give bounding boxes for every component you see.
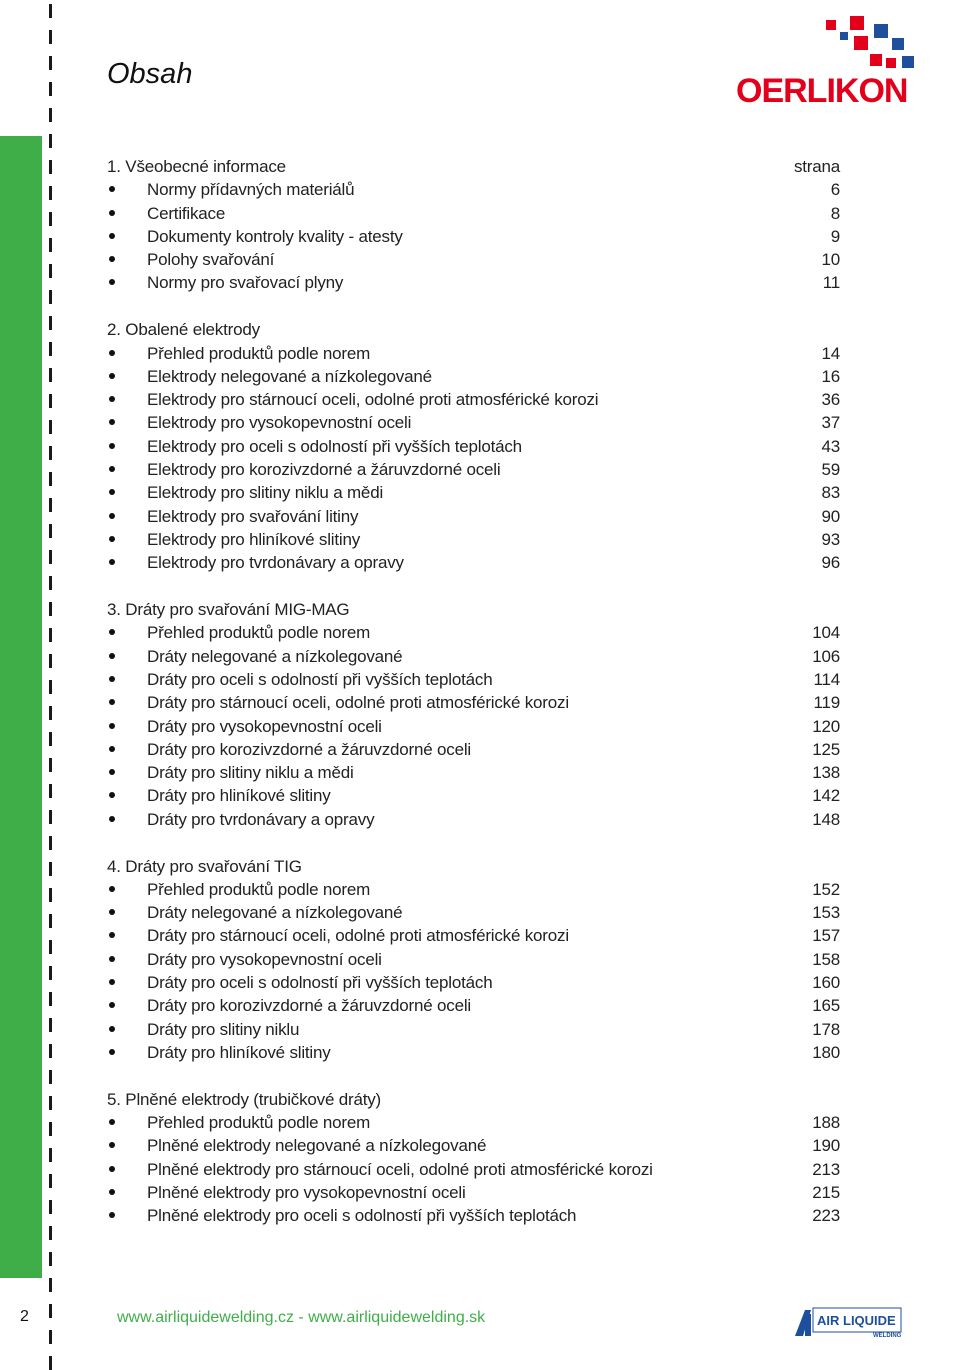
- dash-segment: [49, 862, 52, 876]
- bullet-icon: [107, 202, 147, 225]
- dash-segment: [49, 4, 52, 18]
- toc-entry-label: Dráty pro oceli s odolností při vyšších teplotách: [147, 973, 493, 992]
- dash-segment: [49, 732, 52, 746]
- toc-entry-label-wrap: [107, 971, 492, 994]
- toc-entry[interactable]: [107, 411, 840, 434]
- toc-entry-label: Dráty pro vysokopevnostní oceli: [147, 716, 382, 736]
- toc-entry[interactable]: [107, 505, 840, 528]
- toc-entry-page: 43: [821, 436, 840, 456]
- bullet-icon: [107, 1181, 147, 1204]
- dash-segment: [49, 472, 52, 486]
- dash-segment: [49, 1096, 52, 1110]
- bullet-icon: [107, 1041, 147, 1064]
- svg-text:AIR LIQUIDE: AIR LIQUIDE: [817, 1313, 896, 1328]
- toc-entry[interactable]: [107, 1041, 840, 1064]
- toc-entry[interactable]: [107, 435, 840, 458]
- toc-entry-label: Elektrody pro korozivzdorné a žáruvzdorné oceli: [147, 460, 501, 480]
- bullet-icon: [107, 458, 147, 481]
- toc-entry-label-wrap: [107, 551, 404, 574]
- toc-entry-page: 59: [821, 460, 840, 480]
- page-column-label: [800, 855, 840, 878]
- dash-segment: [49, 1070, 52, 1084]
- svg-text:OERLIKON: OERLIKON: [736, 72, 908, 110]
- bullet-icon: [107, 924, 147, 947]
- toc-entry[interactable]: [107, 738, 840, 761]
- dash-segment: [49, 290, 52, 304]
- bullet-icon: [107, 738, 147, 761]
- toc-entry[interactable]: [107, 342, 840, 365]
- section-heading: 5. Plněné elektrody (trubičkové dráty): [107, 1089, 381, 1109]
- dash-segment: [49, 966, 52, 980]
- toc-entry-page: 104: [812, 623, 840, 643]
- toc-entry-label-wrap: [107, 271, 343, 294]
- toc-entry-page: 9: [830, 226, 840, 246]
- toc-entry-label: Dokumenty kontroly kvality - atesty: [147, 226, 403, 246]
- toc-entry-page: 119: [813, 693, 840, 713]
- toc-entry-page: 148: [812, 809, 840, 829]
- toc-entry-label-wrap: [107, 901, 402, 924]
- section-heading-row: [107, 855, 840, 878]
- toc-entry[interactable]: [107, 225, 840, 248]
- toc-entry-page: 190: [812, 1136, 840, 1156]
- dash-segment: [49, 784, 52, 798]
- toc-entry-label: Dráty pro tvrdonávary a opravy: [147, 809, 375, 829]
- bullet-icon: [107, 1018, 147, 1041]
- bullet-icon: [107, 435, 147, 458]
- toc-entry-page: 120: [812, 716, 840, 736]
- dash-segment: [49, 1122, 52, 1136]
- toc-entry[interactable]: [107, 1018, 840, 1041]
- toc-entry[interactable]: [107, 481, 840, 504]
- toc-entry-label-wrap: [107, 1111, 370, 1134]
- toc-entry[interactable]: [107, 691, 840, 714]
- dash-segment: [49, 160, 52, 174]
- page-column-label: [800, 598, 840, 621]
- toc-entry-label: Plněné elektrody pro stárnoucí oceli, odolné proti atmosférické korozi: [147, 1159, 653, 1179]
- dash-segment: [49, 238, 52, 252]
- bullet-icon: [107, 528, 147, 551]
- bullet-icon: [107, 1111, 147, 1134]
- bullet-icon: [107, 808, 147, 831]
- dash-segment: [49, 498, 52, 512]
- dash-segment: [49, 680, 52, 694]
- toc-entry-page: 37: [821, 413, 840, 433]
- toc-entry-label-wrap: [107, 178, 354, 201]
- toc-entry-label-wrap: [107, 924, 569, 947]
- section-heading-row: [107, 598, 840, 621]
- toc-entry-page: 188: [812, 1112, 840, 1132]
- toc-entry-label-wrap: [107, 435, 522, 458]
- toc-entry[interactable]: [107, 621, 840, 644]
- toc-section: [107, 1088, 840, 1228]
- dash-segment: [49, 602, 52, 616]
- toc-entry[interactable]: [107, 878, 840, 901]
- section-heading-row: [107, 318, 840, 341]
- toc-entry-page: 158: [812, 949, 840, 969]
- footer-url[interactable]: www.airliquidewelding.cz - www.airliquidewelding.sk: [117, 1309, 486, 1326]
- dash-segment: [49, 1252, 52, 1266]
- toc-entry[interactable]: [107, 645, 840, 668]
- section-heading: 2. Obalené elektrody: [107, 320, 260, 340]
- dash-segment: [49, 706, 52, 720]
- toc-entry-label: Plněné elektrody pro oceli s odolností při vyšších teplotách: [147, 1206, 577, 1226]
- toc-entry-label-wrap: [107, 645, 402, 668]
- bullet-icon: [107, 901, 147, 924]
- toc-entry[interactable]: [107, 715, 840, 738]
- bullet-icon: [107, 1158, 147, 1181]
- toc-entry-label: Dráty pro korozivzdorné a žáruvzdorné oceli: [147, 996, 471, 1016]
- bullet-icon: [107, 645, 147, 668]
- dash-segment: [49, 446, 52, 460]
- toc-section: [107, 155, 840, 295]
- bullet-icon: [107, 388, 147, 411]
- toc-entry-label-wrap: [107, 365, 432, 388]
- toc-entry-page: 138: [812, 763, 840, 783]
- section-heading-row: [107, 155, 840, 178]
- toc-entry-label-wrap: [107, 1134, 486, 1157]
- toc-entry-label-wrap: [107, 528, 360, 551]
- dash-segment: [49, 992, 52, 1006]
- toc-entry-page: 215: [812, 1182, 840, 1202]
- toc-entry-page: 160: [812, 973, 840, 992]
- dash-segment: [49, 524, 52, 538]
- bullet-icon: [107, 178, 147, 201]
- table-of-contents: [107, 155, 840, 1251]
- bullet-icon: [107, 691, 147, 714]
- dash-segment: [49, 654, 52, 668]
- bullet-icon: [107, 715, 147, 738]
- page-column-label: [800, 318, 840, 341]
- toc-entry[interactable]: [107, 761, 840, 784]
- dash-segment: [49, 134, 52, 148]
- toc-entry-label: Elektrody pro oceli s odolností při vyšších teplotách: [147, 436, 522, 456]
- toc-entry-page: 36: [821, 390, 840, 410]
- toc-entry-label-wrap: [107, 1158, 653, 1181]
- bullet-icon: [107, 271, 147, 294]
- toc-entry-label-wrap: [107, 994, 471, 1017]
- dash-segment: [49, 810, 52, 824]
- toc-entry-page: 93: [821, 529, 840, 549]
- dash-segment: [49, 914, 52, 928]
- bullet-icon: [107, 248, 147, 271]
- toc-entry-label-wrap: [107, 948, 382, 971]
- bullet-icon: [107, 668, 147, 691]
- green-side-bar: [0, 136, 42, 1278]
- toc-entry[interactable]: [107, 924, 840, 947]
- toc-entry-page: 6: [830, 180, 840, 200]
- dash-segment: [49, 394, 52, 408]
- bullet-icon: [107, 948, 147, 971]
- toc-entry-label: Elektrody nelegované a nízkolegované: [147, 366, 432, 386]
- dash-segment: [49, 56, 52, 70]
- page-number: 2: [20, 1308, 29, 1325]
- toc-entry-page: 106: [812, 646, 840, 666]
- bullet-icon: [107, 365, 147, 388]
- toc-entry-label-wrap: [107, 388, 598, 411]
- toc-entry-label: Dráty pro hliníkové slitiny: [147, 786, 331, 806]
- toc-entry-label: Dráty nelegované a nízkolegované: [147, 646, 403, 666]
- toc-entry-label-wrap: [107, 691, 569, 714]
- dash-segment: [49, 1330, 52, 1344]
- toc-entry-label-wrap: [107, 1041, 331, 1064]
- dash-segment: [49, 186, 52, 200]
- bullet-icon: [107, 971, 147, 994]
- toc-entry-label: Elektrody pro hliníkové slitiny: [147, 529, 361, 549]
- toc-entry-page: 180: [812, 1042, 840, 1062]
- toc-entry-label-wrap: [107, 248, 274, 271]
- toc-entry[interactable]: [107, 388, 840, 411]
- toc-entry-page: 96: [821, 553, 840, 573]
- dash-segment: [49, 940, 52, 954]
- toc-entry[interactable]: [107, 1134, 840, 1157]
- dash-segment: [49, 1356, 52, 1370]
- dash-segment: [49, 1200, 52, 1214]
- dash-segment: [49, 1174, 52, 1188]
- dashed-margin-line: [49, 0, 53, 1358]
- bullet-icon: [107, 994, 147, 1017]
- dash-segment: [49, 628, 52, 642]
- toc-entry-label-wrap: [107, 225, 403, 248]
- toc-entry-label: Plněné elektrody nelegované a nízkolegované: [147, 1136, 487, 1156]
- toc-entry-label: Dráty pro stárnoucí oceli, odolné proti atmosférické korozi: [147, 693, 569, 713]
- dash-segment: [49, 342, 52, 356]
- toc-entry-label: Elektrody pro vysokopevnostní oceli: [147, 413, 412, 433]
- toc-entry-page: 11: [822, 273, 840, 293]
- toc-entry-page: 165: [812, 996, 840, 1016]
- dash-segment: [49, 758, 52, 772]
- toc-entry[interactable]: [107, 994, 840, 1017]
- dash-segment: [49, 1148, 52, 1162]
- toc-entry[interactable]: [107, 808, 840, 831]
- toc-entry-label-wrap: [107, 411, 411, 434]
- toc-entry-page: 213: [812, 1159, 840, 1179]
- toc-entry-label-wrap: [107, 505, 358, 528]
- dash-segment: [49, 836, 52, 850]
- toc-entry-label: Dráty nelegované a nízkolegované: [147, 903, 403, 923]
- dash-segment: [49, 550, 52, 564]
- toc-entry-page: 114: [813, 669, 840, 689]
- page-column-label: strana: [793, 157, 840, 176]
- toc-entry-label: Dráty pro slitiny niklu a mědi: [147, 763, 354, 783]
- toc-entry-label: Elektrody pro tvrdonávary a opravy: [147, 553, 404, 573]
- toc-entry-label-wrap: [107, 761, 354, 784]
- toc-entry[interactable]: [107, 1158, 840, 1181]
- toc-entry-label: Dráty pro stárnoucí oceli, odolné proti atmosférické korozi: [147, 926, 569, 946]
- toc-entry[interactable]: [107, 1181, 840, 1204]
- toc-entry-label-wrap: [107, 738, 471, 761]
- toc-entry-label-wrap: [107, 1018, 299, 1041]
- toc-entry[interactable]: [107, 271, 840, 294]
- toc-entry-page: 223: [812, 1206, 840, 1226]
- toc-entry-label: Polohy svařování: [147, 250, 275, 270]
- toc-entry-label-wrap: [107, 481, 383, 504]
- toc-entry-page: 16: [821, 366, 840, 386]
- toc-entry-page: 83: [821, 483, 840, 503]
- toc-entry[interactable]: [107, 365, 840, 388]
- bullet-icon: [107, 505, 147, 528]
- toc-entry-label-wrap: [107, 202, 225, 225]
- bullet-icon: [107, 761, 147, 784]
- toc-entry[interactable]: [107, 948, 840, 971]
- toc-entry-page: 178: [812, 1019, 840, 1039]
- dash-segment: [49, 888, 52, 902]
- dash-segment: [49, 576, 52, 590]
- dash-segment: [49, 30, 52, 44]
- toc-entry-label-wrap: [107, 878, 370, 901]
- toc-entry-page: 14: [821, 343, 840, 363]
- dash-segment: [49, 1044, 52, 1058]
- page-column-label: [800, 1088, 840, 1111]
- toc-entry[interactable]: [107, 971, 840, 994]
- toc-entry-label-wrap: [107, 458, 500, 481]
- dash-segment: [49, 1018, 52, 1032]
- toc-entry-label: Dráty pro korozivzdorné a žáruvzdorné oceli: [147, 739, 471, 759]
- page-title: Obsah: [107, 58, 193, 90]
- toc-entry-label-wrap: [107, 784, 331, 807]
- toc-entry-label: Dráty pro oceli s odolností při vyšších teplotách: [147, 669, 493, 689]
- section-heading: 1. Všeobecné informace: [107, 157, 286, 176]
- toc-entry[interactable]: [107, 178, 840, 201]
- toc-entry-label-wrap: [107, 1204, 576, 1227]
- dash-segment: [49, 1278, 52, 1292]
- dash-segment: [49, 420, 52, 434]
- toc-section: [107, 855, 840, 1065]
- svg-text:WELDING: WELDING: [873, 1333, 902, 1339]
- toc-section: [107, 598, 840, 831]
- bullet-icon: [107, 481, 147, 504]
- toc-entry[interactable]: [107, 458, 840, 481]
- oerlikon-logo: [690, 14, 918, 114]
- toc-entry[interactable]: [107, 1204, 840, 1227]
- toc-entry-page: 90: [821, 506, 840, 526]
- toc-entry[interactable]: [107, 901, 840, 924]
- bullet-icon: [107, 621, 147, 644]
- toc-entry-label-wrap: [107, 715, 382, 738]
- toc-entry-label-wrap: [107, 342, 370, 365]
- toc-entry-label: Normy přídavných materiálů: [147, 180, 355, 200]
- toc-entry-label: Certifikace: [147, 203, 226, 223]
- toc-entry-page: 152: [812, 879, 840, 899]
- toc-entry-page: 8: [830, 203, 840, 223]
- toc-entry[interactable]: [107, 668, 840, 691]
- dash-segment: [49, 1304, 52, 1318]
- toc-entry-label: Dráty pro vysokopevnostní oceli: [147, 949, 382, 969]
- toc-entry-label: Elektrody pro slitiny niklu a mědi: [147, 483, 384, 503]
- toc-entry-label: Normy pro svařovací plyny: [147, 273, 344, 293]
- dash-segment: [49, 264, 52, 278]
- toc-entry-label-wrap: [107, 808, 374, 831]
- bullet-icon: [107, 342, 147, 365]
- toc-entry-page: 153: [812, 903, 840, 923]
- bullet-icon: [107, 1134, 147, 1157]
- toc-entry-page: 125: [812, 739, 840, 759]
- toc-entry[interactable]: [107, 528, 840, 551]
- toc-entry-label-wrap: [107, 621, 370, 644]
- bullet-icon: [107, 784, 147, 807]
- bullet-icon: [107, 551, 147, 574]
- dash-segment: [49, 82, 52, 96]
- toc-entry[interactable]: [107, 784, 840, 807]
- toc-entry-label: Elektrody pro svařování litiny: [147, 506, 359, 526]
- toc-entry-label: Přehled produktů podle norem: [147, 623, 371, 643]
- section-heading: 4. Dráty pro svařování TIG: [107, 856, 302, 876]
- bullet-icon: [107, 225, 147, 248]
- toc-entry-label: Elektrody pro stárnoucí oceli, odolné proti atmosférické korozi: [147, 390, 599, 410]
- toc-entry[interactable]: [107, 248, 840, 271]
- bullet-icon: [107, 411, 147, 434]
- toc-entry[interactable]: [107, 1111, 840, 1134]
- toc-entry-page: 10: [821, 250, 840, 270]
- dash-segment: [49, 108, 52, 122]
- toc-entry-label: Dráty pro slitiny niklu: [147, 1019, 300, 1039]
- bullet-icon: [107, 878, 147, 901]
- toc-entry-label: Dráty pro hliníkové slitiny: [147, 1042, 331, 1062]
- toc-entry-page: 157: [812, 926, 840, 946]
- bullet-icon: [107, 1204, 147, 1227]
- dash-segment: [49, 368, 52, 382]
- toc-entry-label: Přehled produktů podle norem: [147, 1112, 371, 1132]
- toc-entry-label: Přehled produktů podle norem: [147, 343, 371, 363]
- dash-segment: [49, 316, 52, 330]
- dash-segment: [49, 212, 52, 226]
- toc-entry-label-wrap: [107, 668, 492, 691]
- toc-entry[interactable]: [107, 202, 840, 225]
- air-liquide-logo: [793, 1300, 903, 1340]
- section-heading-row: [107, 1088, 840, 1111]
- toc-entry-label-wrap: [107, 1181, 466, 1204]
- toc-entry-label: Plněné elektrody pro vysokopevnostní oceli: [147, 1182, 466, 1202]
- dash-segment: [49, 1226, 52, 1240]
- toc-section: [107, 318, 840, 574]
- toc-entry-label: Přehled produktů podle norem: [147, 879, 371, 899]
- toc-entry-page: 142: [812, 786, 840, 806]
- section-heading: 3. Dráty pro svařování MIG-MAG: [107, 600, 350, 620]
- toc-entry[interactable]: [107, 551, 840, 574]
